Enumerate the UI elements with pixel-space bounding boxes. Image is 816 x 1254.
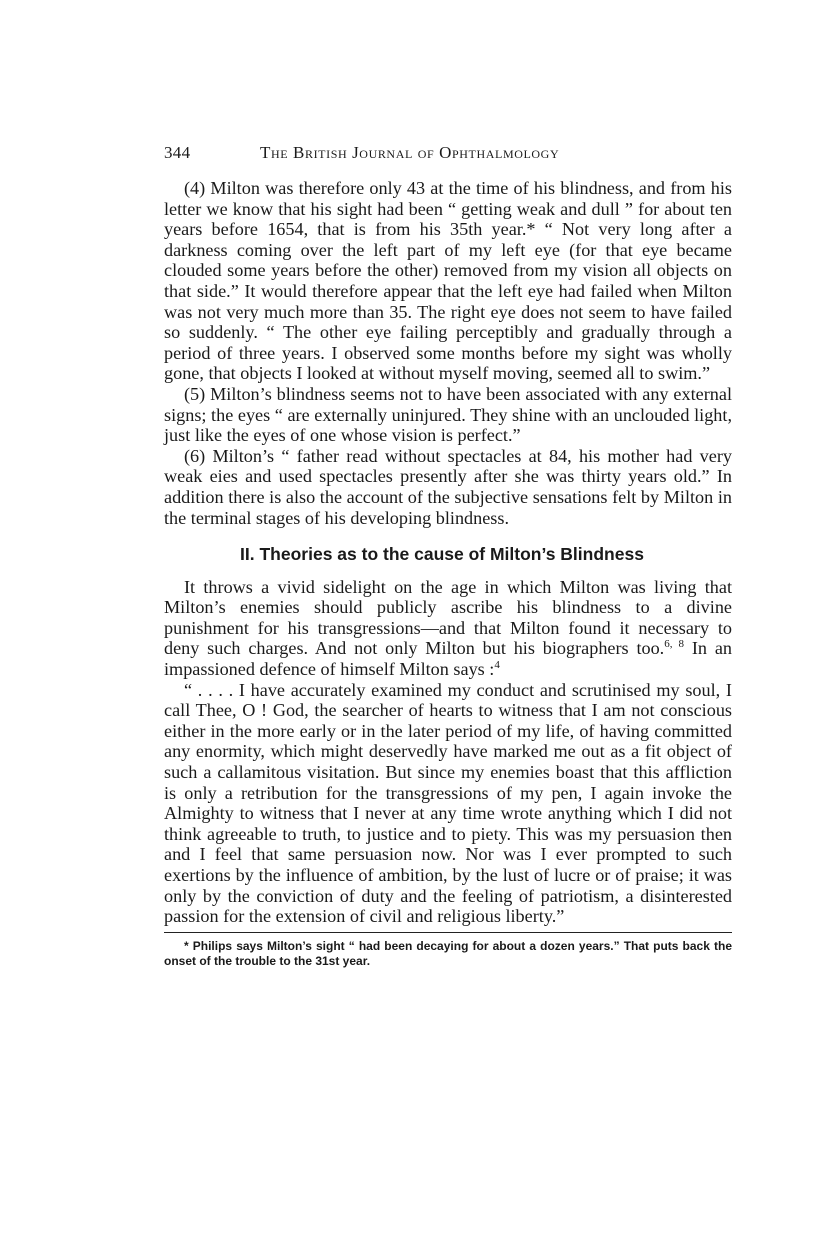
paragraph-4: (4) Milton was therefore only 43 at the time of his blindness, and from his letter we know that his sight had been “ getting weak and dull ” for about ten years before 1654, that is from his 35th year.* “ Not very long after a darkness coming over the left part of my left eye (for that eye became clouded some years before the other) removed from my vision all objects on that side.” It would therefore appear that the left eye had failed when Milton was not very much more than 35. The right eye does not seem to have failed so suddenly. “ The other eye failing perceptibly and gradually through a period of three years. I observed some months before my sight was wholly gone, that objects I looked at without myself moving, seemed all to swim.” [164, 178, 732, 384]
footnote-divider [164, 932, 732, 933]
section-heading: II. Theories as to the cause of Milton’s Blindness [240, 544, 644, 565]
intro-text: It throws a vivid sidelight on the age in which Milton was living that Milton’s enemies should publicly ascribe his blindness to a divine punishment for his transgressions—and that Milton found it necessary to deny such charges. And not only Milton but his biographers too. [164, 576, 732, 659]
reference-marker: 4 [494, 659, 500, 671]
reference-marker: 6, 8 [664, 638, 685, 651]
footnote: * Philips says Milton’s sight “ had been decaying for about a dozen years.” That puts back the onset of the trouble to the 31st year. [164, 938, 732, 968]
page-number: 344 [164, 143, 191, 162]
article-body [164, 178, 732, 969]
paragraph-5: (5) Milton’s blindness seems not to have been associated with any external signs; the eyes “ are externally uninjured. They shine with an unclouded light, just like the eyes of one whose vision is perfect.” [164, 383, 732, 446]
paragraph-6: (6) Milton’s “ father read without spectacles at 84, his mother had very weak eies and used spectacles presently after she was thirty years old.” In addition there is also the account of the subjective sensations felt by Milton in the terminal stages of his developing blindness. [164, 445, 732, 528]
section-intro-paragraph [164, 577, 732, 680]
journal-title: The British Journal of Ophthalmology [260, 143, 560, 162]
milton-quotation: “ . . . . I have accurately examined my conduct and scrutinised my soul, I call Thee, O ! God, the searcher of hearts to witness that I am not conscious either in the more early or in the later period of my life, of having committed any enormity, which might deservedly have marked me out as a fit object of such a callamitous visitation. But since my enemies boast that this affliction is only a retribution for the transgressions of my pen, I again invoke the Almighty to witness that I never at any time wrote anything which I did not think agreeable to truth, to justice and to piety. This was my persuasion then and I feel that same persuasion now. Nor was I ever prompted to such exertions by the influence of ambition, by the lust of lucre or of praise; it was only by the conviction of duty and the feeling of patriotism, a disinterested passion for the extension of civil and religious liberty.” [164, 679, 732, 927]
intro-text-continued: In an impassioned defence of himself Milton says : [164, 638, 732, 680]
